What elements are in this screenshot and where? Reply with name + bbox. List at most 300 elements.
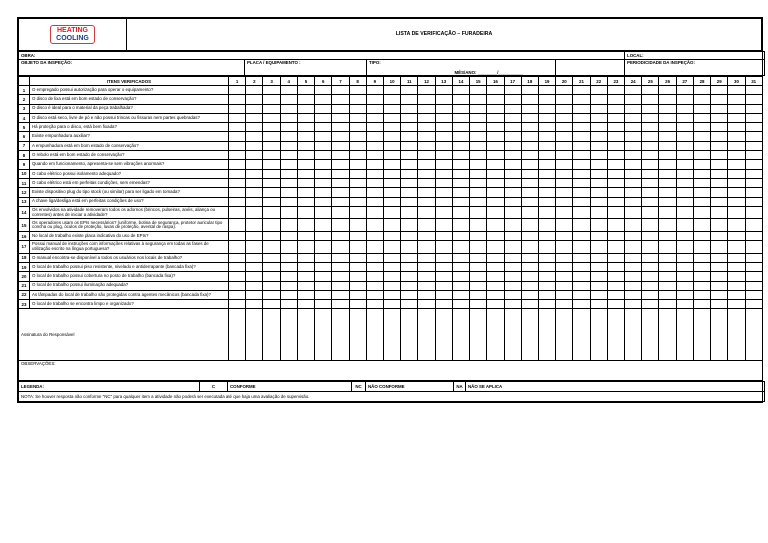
check-cell[interactable] xyxy=(263,169,280,178)
check-cell[interactable] xyxy=(556,104,573,113)
check-cell[interactable] xyxy=(573,262,590,271)
check-cell[interactable] xyxy=(246,104,263,113)
check-cell[interactable] xyxy=(676,123,693,132)
check-cell[interactable] xyxy=(573,253,590,262)
check-cell[interactable] xyxy=(229,272,246,281)
signature-cell[interactable] xyxy=(625,309,642,361)
check-cell[interactable] xyxy=(263,281,280,290)
check-cell[interactable] xyxy=(263,262,280,271)
check-cell[interactable] xyxy=(229,178,246,187)
check-cell[interactable] xyxy=(246,132,263,141)
check-cell[interactable] xyxy=(642,262,659,271)
check-cell[interactable] xyxy=(504,219,521,232)
check-cell[interactable] xyxy=(435,113,452,122)
check-cell[interactable] xyxy=(625,253,642,262)
check-cell[interactable] xyxy=(280,290,297,299)
check-cell[interactable] xyxy=(246,219,263,232)
check-cell[interactable] xyxy=(229,241,246,254)
check-cell[interactable] xyxy=(711,132,728,141)
check-cell[interactable] xyxy=(504,188,521,197)
check-cell[interactable] xyxy=(229,219,246,232)
signature-cell[interactable] xyxy=(401,309,418,361)
check-cell[interactable] xyxy=(556,197,573,206)
check-cell[interactable] xyxy=(642,231,659,240)
signature-cell[interactable] xyxy=(538,309,555,361)
check-cell[interactable] xyxy=(366,188,383,197)
check-cell[interactable] xyxy=(383,290,400,299)
check-cell[interactable] xyxy=(332,290,349,299)
check-cell[interactable] xyxy=(607,219,624,232)
check-cell[interactable] xyxy=(607,231,624,240)
check-cell[interactable] xyxy=(315,262,332,271)
check-cell[interactable] xyxy=(676,281,693,290)
check-cell[interactable] xyxy=(607,113,624,122)
check-cell[interactable] xyxy=(487,123,504,132)
check-cell[interactable] xyxy=(538,281,555,290)
check-cell[interactable] xyxy=(401,300,418,309)
check-cell[interactable] xyxy=(642,169,659,178)
check-cell[interactable] xyxy=(556,241,573,254)
check-cell[interactable] xyxy=(521,123,538,132)
check-cell[interactable] xyxy=(487,141,504,150)
check-cell[interactable] xyxy=(745,123,762,132)
check-cell[interactable] xyxy=(711,231,728,240)
check-cell[interactable] xyxy=(745,241,762,254)
check-cell[interactable] xyxy=(607,141,624,150)
check-cell[interactable] xyxy=(573,151,590,160)
check-cell[interactable] xyxy=(728,300,745,309)
check-cell[interactable] xyxy=(280,141,297,150)
check-cell[interactable] xyxy=(676,113,693,122)
check-cell[interactable] xyxy=(366,160,383,169)
check-cell[interactable] xyxy=(435,231,452,240)
check-cell[interactable] xyxy=(229,123,246,132)
check-cell[interactable] xyxy=(659,197,676,206)
check-cell[interactable] xyxy=(366,113,383,122)
check-cell[interactable] xyxy=(246,113,263,122)
check-cell[interactable] xyxy=(383,123,400,132)
check-cell[interactable] xyxy=(332,188,349,197)
check-cell[interactable] xyxy=(297,219,314,232)
check-cell[interactable] xyxy=(418,241,435,254)
check-cell[interactable] xyxy=(590,188,607,197)
check-cell[interactable] xyxy=(487,272,504,281)
check-cell[interactable] xyxy=(642,206,659,219)
check-cell[interactable] xyxy=(418,86,435,95)
check-cell[interactable] xyxy=(401,132,418,141)
check-cell[interactable] xyxy=(659,231,676,240)
check-cell[interactable] xyxy=(418,272,435,281)
check-cell[interactable] xyxy=(263,113,280,122)
check-cell[interactable] xyxy=(366,272,383,281)
check-cell[interactable] xyxy=(642,113,659,122)
check-cell[interactable] xyxy=(280,123,297,132)
check-cell[interactable] xyxy=(297,188,314,197)
check-cell[interactable] xyxy=(418,197,435,206)
check-cell[interactable] xyxy=(315,206,332,219)
check-cell[interactable] xyxy=(297,206,314,219)
check-cell[interactable] xyxy=(642,178,659,187)
check-cell[interactable] xyxy=(728,86,745,95)
check-cell[interactable] xyxy=(607,197,624,206)
check-cell[interactable] xyxy=(332,86,349,95)
check-cell[interactable] xyxy=(297,113,314,122)
check-cell[interactable] xyxy=(676,231,693,240)
check-cell[interactable] xyxy=(625,104,642,113)
check-cell[interactable] xyxy=(728,104,745,113)
check-cell[interactable] xyxy=(521,95,538,104)
signature-cell[interactable] xyxy=(607,309,624,361)
check-cell[interactable] xyxy=(676,178,693,187)
check-cell[interactable] xyxy=(538,206,555,219)
check-cell[interactable] xyxy=(366,178,383,187)
check-cell[interactable] xyxy=(315,86,332,95)
check-cell[interactable] xyxy=(642,281,659,290)
check-cell[interactable] xyxy=(349,178,366,187)
check-cell[interactable] xyxy=(332,178,349,187)
check-cell[interactable] xyxy=(383,160,400,169)
check-cell[interactable] xyxy=(280,178,297,187)
check-cell[interactable] xyxy=(625,262,642,271)
check-cell[interactable] xyxy=(246,123,263,132)
check-cell[interactable] xyxy=(642,300,659,309)
check-cell[interactable] xyxy=(470,132,487,141)
check-cell[interactable] xyxy=(556,169,573,178)
check-cell[interactable] xyxy=(452,160,469,169)
check-cell[interactable] xyxy=(383,272,400,281)
check-cell[interactable] xyxy=(504,241,521,254)
check-cell[interactable] xyxy=(538,86,555,95)
check-cell[interactable] xyxy=(728,160,745,169)
check-cell[interactable] xyxy=(349,300,366,309)
check-cell[interactable] xyxy=(487,132,504,141)
check-cell[interactable] xyxy=(297,95,314,104)
check-cell[interactable] xyxy=(418,141,435,150)
check-cell[interactable] xyxy=(659,281,676,290)
check-cell[interactable] xyxy=(487,206,504,219)
check-cell[interactable] xyxy=(504,290,521,299)
check-cell[interactable] xyxy=(521,272,538,281)
check-cell[interactable] xyxy=(521,290,538,299)
check-cell[interactable] xyxy=(487,86,504,95)
check-cell[interactable] xyxy=(693,219,710,232)
check-cell[interactable] xyxy=(366,123,383,132)
check-cell[interactable] xyxy=(349,160,366,169)
check-cell[interactable] xyxy=(607,132,624,141)
check-cell[interactable] xyxy=(711,113,728,122)
check-cell[interactable] xyxy=(263,253,280,262)
check-cell[interactable] xyxy=(229,160,246,169)
check-cell[interactable] xyxy=(728,113,745,122)
check-cell[interactable] xyxy=(504,160,521,169)
check-cell[interactable] xyxy=(556,272,573,281)
check-cell[interactable] xyxy=(246,300,263,309)
check-cell[interactable] xyxy=(504,141,521,150)
check-cell[interactable] xyxy=(263,300,280,309)
check-cell[interactable] xyxy=(418,104,435,113)
check-cell[interactable] xyxy=(642,141,659,150)
check-cell[interactable] xyxy=(349,290,366,299)
check-cell[interactable] xyxy=(642,290,659,299)
check-cell[interactable] xyxy=(349,188,366,197)
check-cell[interactable] xyxy=(693,188,710,197)
check-cell[interactable] xyxy=(297,253,314,262)
check-cell[interactable] xyxy=(263,123,280,132)
check-cell[interactable] xyxy=(435,300,452,309)
check-cell[interactable] xyxy=(728,197,745,206)
check-cell[interactable] xyxy=(590,197,607,206)
check-cell[interactable] xyxy=(590,231,607,240)
check-cell[interactable] xyxy=(470,262,487,271)
check-cell[interactable] xyxy=(693,241,710,254)
check-cell[interactable] xyxy=(625,113,642,122)
check-cell[interactable] xyxy=(504,197,521,206)
check-cell[interactable] xyxy=(280,151,297,160)
check-cell[interactable] xyxy=(280,272,297,281)
check-cell[interactable] xyxy=(590,272,607,281)
check-cell[interactable] xyxy=(383,104,400,113)
check-cell[interactable] xyxy=(573,197,590,206)
check-cell[interactable] xyxy=(366,262,383,271)
check-cell[interactable] xyxy=(263,241,280,254)
check-cell[interactable] xyxy=(504,272,521,281)
check-cell[interactable] xyxy=(315,123,332,132)
check-cell[interactable] xyxy=(418,188,435,197)
check-cell[interactable] xyxy=(573,272,590,281)
check-cell[interactable] xyxy=(315,253,332,262)
check-cell[interactable] xyxy=(487,262,504,271)
check-cell[interactable] xyxy=(366,241,383,254)
check-cell[interactable] xyxy=(538,151,555,160)
check-cell[interactable] xyxy=(263,219,280,232)
check-cell[interactable] xyxy=(435,241,452,254)
signature-cell[interactable] xyxy=(590,309,607,361)
check-cell[interactable] xyxy=(246,281,263,290)
check-cell[interactable] xyxy=(590,95,607,104)
check-cell[interactable] xyxy=(573,113,590,122)
check-cell[interactable] xyxy=(470,231,487,240)
check-cell[interactable] xyxy=(452,300,469,309)
check-cell[interactable] xyxy=(297,197,314,206)
check-cell[interactable] xyxy=(711,160,728,169)
check-cell[interactable] xyxy=(315,219,332,232)
check-cell[interactable] xyxy=(401,262,418,271)
check-cell[interactable] xyxy=(556,231,573,240)
check-cell[interactable] xyxy=(659,290,676,299)
check-cell[interactable] xyxy=(315,300,332,309)
check-cell[interactable] xyxy=(659,262,676,271)
check-cell[interactable] xyxy=(246,151,263,160)
check-cell[interactable] xyxy=(297,241,314,254)
check-cell[interactable] xyxy=(470,169,487,178)
check-cell[interactable] xyxy=(280,206,297,219)
check-cell[interactable] xyxy=(366,197,383,206)
check-cell[interactable] xyxy=(315,169,332,178)
check-cell[interactable] xyxy=(521,132,538,141)
check-cell[interactable] xyxy=(676,132,693,141)
check-cell[interactable] xyxy=(590,160,607,169)
check-cell[interactable] xyxy=(745,262,762,271)
check-cell[interactable] xyxy=(435,281,452,290)
check-cell[interactable] xyxy=(487,281,504,290)
check-cell[interactable] xyxy=(676,188,693,197)
check-cell[interactable] xyxy=(452,219,469,232)
check-cell[interactable] xyxy=(676,241,693,254)
signature-cell[interactable] xyxy=(573,309,590,361)
check-cell[interactable] xyxy=(642,188,659,197)
signature-cell[interactable] xyxy=(366,309,383,361)
check-cell[interactable] xyxy=(452,86,469,95)
check-cell[interactable] xyxy=(246,262,263,271)
check-cell[interactable] xyxy=(745,281,762,290)
check-cell[interactable] xyxy=(693,281,710,290)
check-cell[interactable] xyxy=(383,141,400,150)
check-cell[interactable] xyxy=(401,178,418,187)
check-cell[interactable] xyxy=(659,206,676,219)
check-cell[interactable] xyxy=(315,290,332,299)
check-cell[interactable] xyxy=(728,178,745,187)
check-cell[interactable] xyxy=(556,300,573,309)
check-cell[interactable] xyxy=(349,113,366,122)
signature-cell[interactable] xyxy=(745,309,762,361)
check-cell[interactable] xyxy=(332,169,349,178)
check-cell[interactable] xyxy=(745,253,762,262)
check-cell[interactable] xyxy=(401,141,418,150)
check-cell[interactable] xyxy=(280,169,297,178)
check-cell[interactable] xyxy=(590,206,607,219)
check-cell[interactable] xyxy=(297,86,314,95)
check-cell[interactable] xyxy=(745,95,762,104)
check-cell[interactable] xyxy=(745,141,762,150)
check-cell[interactable] xyxy=(711,86,728,95)
check-cell[interactable] xyxy=(711,151,728,160)
signature-cell[interactable] xyxy=(263,309,280,361)
check-cell[interactable] xyxy=(487,113,504,122)
check-cell[interactable] xyxy=(401,253,418,262)
check-cell[interactable] xyxy=(745,206,762,219)
check-cell[interactable] xyxy=(676,169,693,178)
check-cell[interactable] xyxy=(573,188,590,197)
check-cell[interactable] xyxy=(538,178,555,187)
check-cell[interactable] xyxy=(470,219,487,232)
signature-cell[interactable] xyxy=(693,309,710,361)
check-cell[interactable] xyxy=(487,290,504,299)
check-cell[interactable] xyxy=(538,300,555,309)
check-cell[interactable] xyxy=(263,231,280,240)
check-cell[interactable] xyxy=(366,300,383,309)
check-cell[interactable] xyxy=(349,86,366,95)
check-cell[interactable] xyxy=(538,113,555,122)
check-cell[interactable] xyxy=(229,206,246,219)
check-cell[interactable] xyxy=(745,132,762,141)
check-cell[interactable] xyxy=(504,281,521,290)
check-cell[interactable] xyxy=(745,272,762,281)
check-cell[interactable] xyxy=(487,160,504,169)
check-cell[interactable] xyxy=(659,95,676,104)
check-cell[interactable] xyxy=(435,219,452,232)
check-cell[interactable] xyxy=(538,253,555,262)
check-cell[interactable] xyxy=(297,151,314,160)
check-cell[interactable] xyxy=(590,169,607,178)
check-cell[interactable] xyxy=(366,132,383,141)
check-cell[interactable] xyxy=(625,290,642,299)
check-cell[interactable] xyxy=(332,160,349,169)
signature-cell[interactable] xyxy=(642,309,659,361)
check-cell[interactable] xyxy=(332,123,349,132)
check-cell[interactable] xyxy=(676,206,693,219)
check-cell[interactable] xyxy=(521,241,538,254)
check-cell[interactable] xyxy=(452,206,469,219)
check-cell[interactable] xyxy=(435,169,452,178)
check-cell[interactable] xyxy=(401,169,418,178)
check-cell[interactable] xyxy=(383,253,400,262)
check-cell[interactable] xyxy=(487,253,504,262)
check-cell[interactable] xyxy=(332,281,349,290)
check-cell[interactable] xyxy=(711,123,728,132)
check-cell[interactable] xyxy=(229,231,246,240)
check-cell[interactable] xyxy=(676,253,693,262)
check-cell[interactable] xyxy=(470,253,487,262)
check-cell[interactable] xyxy=(470,300,487,309)
check-cell[interactable] xyxy=(728,272,745,281)
check-cell[interactable] xyxy=(573,169,590,178)
check-cell[interactable] xyxy=(487,104,504,113)
check-cell[interactable] xyxy=(315,104,332,113)
check-cell[interactable] xyxy=(745,219,762,232)
check-cell[interactable] xyxy=(297,160,314,169)
check-cell[interactable] xyxy=(435,160,452,169)
check-cell[interactable] xyxy=(280,86,297,95)
check-cell[interactable] xyxy=(401,272,418,281)
check-cell[interactable] xyxy=(383,281,400,290)
check-cell[interactable] xyxy=(504,206,521,219)
check-cell[interactable] xyxy=(573,141,590,150)
check-cell[interactable] xyxy=(263,206,280,219)
check-cell[interactable] xyxy=(452,253,469,262)
check-cell[interactable] xyxy=(487,219,504,232)
check-cell[interactable] xyxy=(659,104,676,113)
check-cell[interactable] xyxy=(435,141,452,150)
check-cell[interactable] xyxy=(263,197,280,206)
check-cell[interactable] xyxy=(590,241,607,254)
check-cell[interactable] xyxy=(538,160,555,169)
check-cell[interactable] xyxy=(745,86,762,95)
check-cell[interactable] xyxy=(625,197,642,206)
check-cell[interactable] xyxy=(470,113,487,122)
check-cell[interactable] xyxy=(229,253,246,262)
check-cell[interactable] xyxy=(607,241,624,254)
check-cell[interactable] xyxy=(728,141,745,150)
check-cell[interactable] xyxy=(435,253,452,262)
check-cell[interactable] xyxy=(625,123,642,132)
check-cell[interactable] xyxy=(263,132,280,141)
check-cell[interactable] xyxy=(538,132,555,141)
check-cell[interactable] xyxy=(538,197,555,206)
check-cell[interactable] xyxy=(573,104,590,113)
check-cell[interactable] xyxy=(521,169,538,178)
signature-cell[interactable] xyxy=(487,309,504,361)
check-cell[interactable] xyxy=(315,113,332,122)
check-cell[interactable] xyxy=(229,113,246,122)
check-cell[interactable] xyxy=(504,86,521,95)
check-cell[interactable] xyxy=(590,219,607,232)
check-cell[interactable] xyxy=(366,281,383,290)
check-cell[interactable] xyxy=(521,188,538,197)
check-cell[interactable] xyxy=(607,160,624,169)
signature-cell[interactable] xyxy=(383,309,400,361)
check-cell[interactable] xyxy=(521,160,538,169)
check-cell[interactable] xyxy=(349,104,366,113)
